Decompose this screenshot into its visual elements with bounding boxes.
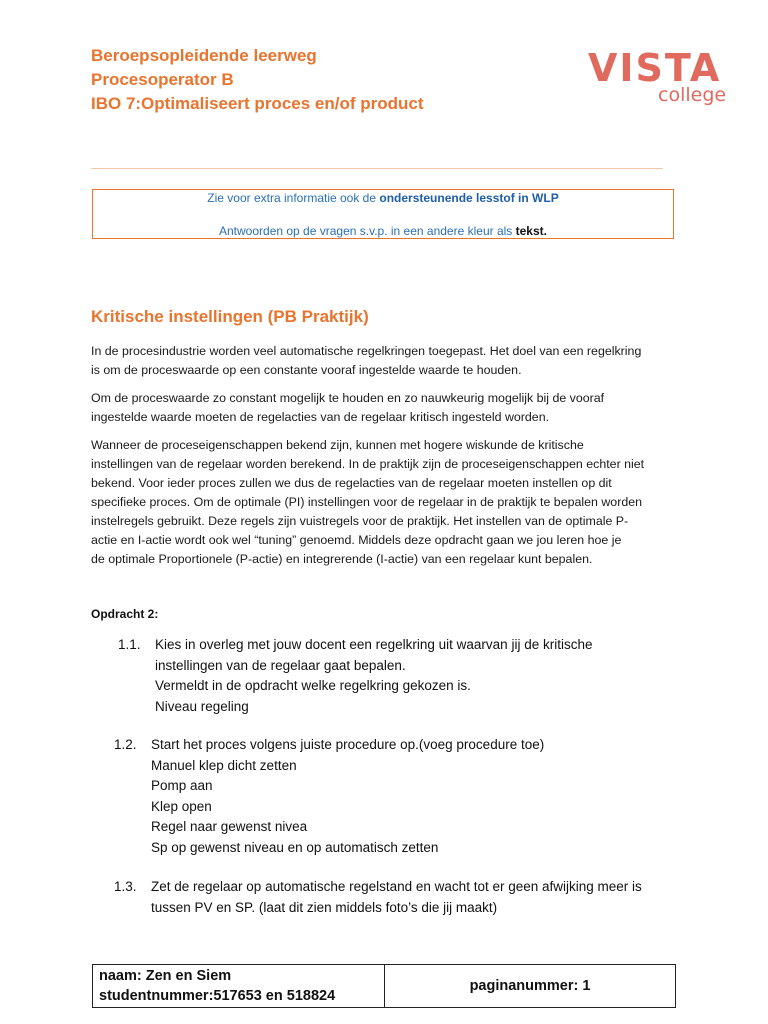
item-number: 1.2. bbox=[114, 737, 137, 752]
paragraph-line: Om de proceswaarde zo constant mogelijk te houden en zo nauwkeurig mogelijk bij de vooraf bbox=[91, 391, 605, 405]
notice-box bbox=[92, 189, 674, 239]
item-number: 1.1. bbox=[118, 637, 141, 652]
item-line: Kies in overleg met jouw docent een regelkring uit waarvan jij de kritische bbox=[155, 637, 593, 652]
item-line: Sp op gewenst niveau en op automatisch zetten bbox=[151, 839, 439, 855]
paragraph-2 bbox=[91, 389, 681, 427]
item-number: 1.3. bbox=[114, 879, 137, 894]
item-1-1 bbox=[155, 635, 592, 717]
paragraph-1 bbox=[91, 342, 681, 380]
paragraph-line: de optimale Proportionele (P-actie) en integrerende (I-actie) van een regelaar kunt bepalen. bbox=[91, 552, 593, 566]
paragraph-line: Wanneer de proceseigenschappen bekend zijn, kunnen met hogere wiskunde de kritische bbox=[91, 438, 584, 452]
footer-table bbox=[92, 964, 676, 1008]
item-line: Start het proces volgens juiste procedure op.(voeg procedure toe) bbox=[151, 737, 545, 752]
notice-line-1 bbox=[93, 191, 673, 205]
paragraph-line: instellingen van de regelaar worden berekend. In de praktijk zijn de proceseigenschappen echter niet bbox=[91, 457, 645, 471]
paragraph-line: specifieke proces. Om de optimale (PI) instellingen voor de regelaar in de praktijk te bepalen worden bbox=[91, 495, 642, 509]
student-name: naam: Zen en Siem bbox=[99, 968, 232, 984]
item-1-2 bbox=[151, 735, 544, 858]
logo-wordmark: VISTA bbox=[588, 46, 722, 90]
item-line: Niveau regeling bbox=[155, 698, 249, 714]
paragraph-line: bekend. Voor ieder proces zullen we dus de regelacties van de regelaar moeten instellen op dit bbox=[91, 476, 612, 490]
notice-line-1-text: Zie voor extra informatie ook de bbox=[207, 191, 380, 205]
paragraph-line: actie en I-actie wordt ook wel “tuning” genoemd. Middels deze opdracht gaan we jou leren hoe je bbox=[91, 533, 622, 547]
item-line: Manuel klep dicht zetten bbox=[151, 757, 297, 773]
header-line-3: IBO 7:Optimaliseert proces en/of product bbox=[91, 94, 424, 113]
notice-bold-word: tekst. bbox=[515, 224, 547, 238]
header-line-1: Beroepsopleidende leerweg bbox=[91, 46, 317, 65]
item-1-3 bbox=[151, 877, 642, 918]
notice-line-2 bbox=[93, 224, 673, 238]
vista-college-logo bbox=[588, 48, 738, 108]
paragraph-line: instelregels gebruikt. Deze regels zijn vuistregels voor de praktijk. Het instellen van de optimale P- bbox=[91, 514, 629, 528]
item-line: Zet de regelaar op automatische regelstand en wacht tot er geen afwijking meer is bbox=[151, 879, 642, 894]
item-line: tussen PV en SP. (laat dit zien middels foto’s die jij maakt) bbox=[151, 899, 498, 915]
logo-subtitle: college bbox=[658, 84, 727, 106]
item-line: instellingen van de regelaar gaat bepalen. bbox=[155, 657, 406, 673]
footer-student-cell bbox=[93, 965, 385, 1007]
opdracht-title: Opdracht 2: bbox=[91, 607, 159, 621]
paragraph-line: In de procesindustrie worden veel automatische regelkringen toegepast. Het doel van een regelkring bbox=[91, 344, 642, 358]
item-line: Vermeldt in de opdracht welke regelkring gekozen is. bbox=[155, 678, 471, 693]
notice-line-2-text: Antwoorden op de vragen s.v.p. in een andere kleur als bbox=[219, 224, 516, 238]
section-title: Kritische instellingen (PB Praktijk) bbox=[91, 307, 369, 326]
student-number: studentnummer:517653 en 518824 bbox=[99, 988, 336, 1004]
header-line-2: Procesoperator B bbox=[91, 70, 234, 89]
notice-link-text: ondersteunende lesstof in WLP bbox=[379, 191, 559, 205]
header-divider bbox=[91, 168, 663, 169]
item-line: Pomp aan bbox=[151, 778, 213, 793]
item-line: Regel naar gewenst nivea bbox=[151, 819, 308, 834]
item-line: Klep open bbox=[151, 798, 212, 814]
paragraph-line: is om de proceswaarde op een constante vooraf ingestelde waarde te houden. bbox=[91, 363, 522, 377]
page-number: paginanummer: 1 bbox=[469, 978, 591, 994]
paragraph-3 bbox=[91, 436, 681, 569]
paragraph-line: ingestelde waarde moeten de regelacties van de regelaar kritisch ingesteld worden. bbox=[91, 410, 550, 424]
